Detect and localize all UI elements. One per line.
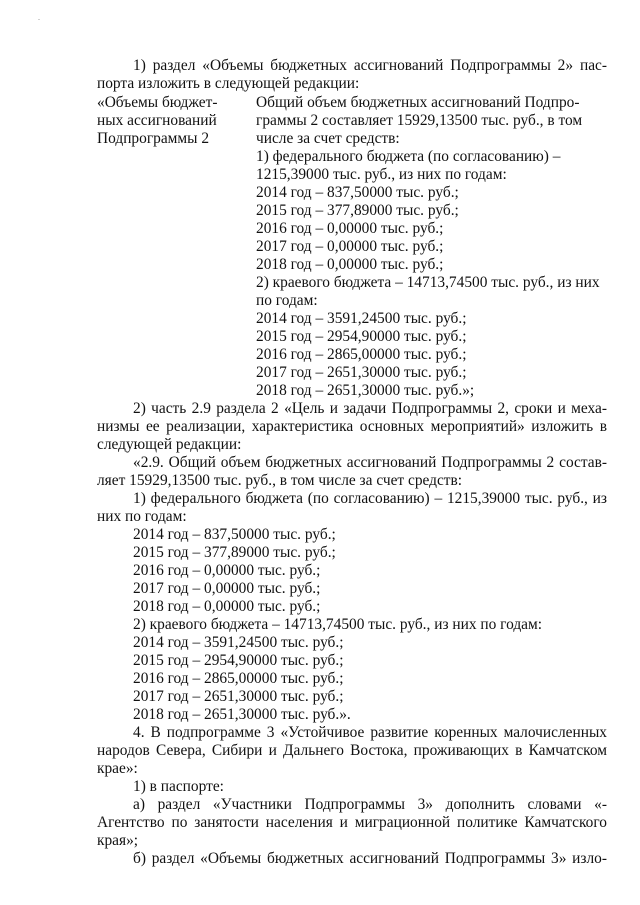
- passport-left-line2: ных ассигнований: [97, 112, 217, 129]
- para2-line3: следующей редакции:: [97, 436, 242, 453]
- para2-line1: 2) часть 2.9 раздела 2 «Цель и задачи Подпрограммы 2, сроки и меха-: [133, 400, 607, 417]
- para4-line3: крае»:: [97, 760, 138, 777]
- suba-line3: края»;: [97, 832, 139, 849]
- federal-year-line: 2017 год – 0,00000 тыс. руб.;: [133, 580, 321, 597]
- passport-right-line: по годам:: [256, 292, 318, 309]
- federal-year-line: 2014 год – 837,50000 тыс. руб.;: [133, 526, 336, 543]
- passport-right-line: 2018 год – 2651,30000 тыс. руб.»;: [256, 382, 475, 399]
- section29-line1: «2.9. Общий объем бюджетных ассигнований Подпрограммы 2 состав-: [133, 454, 607, 471]
- corner-mark: .: [38, 13, 40, 22]
- passport-right-line: Общий объем бюджетных ассигнований Подпро-: [256, 94, 580, 111]
- para2-line2: низмы ее реализации, характеристика основных мероприятий» изложить в: [97, 418, 607, 435]
- section29-line2: ляет 15929,13500 тыс. руб., в том числе за счет средств:: [97, 472, 463, 489]
- passport-left-line3: Подпрограммы 2: [97, 130, 210, 147]
- passport-right-line: 2014 год – 837,50000 тыс. руб.;: [256, 184, 459, 201]
- passport-right-line: 2016 год – 0,00000 тыс. руб.;: [256, 220, 444, 237]
- regional-year-line: 2014 год – 3591,24500 тыс. руб.;: [133, 634, 344, 651]
- suba-line2: Агентство по занятости населения и миграционной политике Камчатского: [97, 814, 607, 831]
- passport-right-line: числе за счет средств:: [256, 130, 400, 147]
- para1-line2: порта изложить в следующей редакции:: [97, 75, 360, 92]
- passport-right-line: 2015 год – 2954,90000 тыс. руб.;: [256, 328, 467, 345]
- passport-right-line: 2017 год – 2651,30000 тыс. руб.;: [256, 364, 467, 381]
- para1-line1: 1) раздел «Объемы бюджетных ассигнований Подпрограммы 2» пас-: [133, 57, 607, 74]
- passport-right-line: 2017 год – 0,00000 тыс. руб.;: [256, 238, 444, 255]
- passport-right-line: 2) краевого бюджета – 14713,74500 тыс. руб., из них: [256, 274, 600, 291]
- passport-right-line: 1215,39000 тыс. руб., из них по годам:: [256, 166, 507, 183]
- passport-right-line: 2014 год – 3591,24500 тыс. руб.;: [256, 310, 467, 327]
- federal-year-line: 2016 год – 0,00000 тыс. руб.;: [133, 562, 321, 579]
- suba-line1: а) раздел «Участники Подпрограммы 3» дополнить словами «-: [133, 796, 607, 813]
- passport-right-line: 2018 год – 0,00000 тыс. руб.;: [256, 256, 444, 273]
- passport-right-line: 1) федерального бюджета (по согласованию) –: [256, 148, 561, 165]
- passport-left-line1: «Объемы бюджет-: [97, 94, 218, 111]
- subb-line1: б) раздел «Объемы бюджетных ассигнований Подпрограммы 3» изло-: [133, 850, 607, 867]
- sub1-line: 1) в паспорте:: [133, 778, 224, 795]
- regional-year-line: 2015 год – 2954,90000 тыс. руб.;: [133, 652, 344, 669]
- section29-line4: них по годам:: [97, 508, 187, 525]
- regional-year-line: 2018 год – 2651,30000 тыс. руб.».: [133, 706, 351, 723]
- federal-year-line: 2015 год – 377,89000 тыс. руб.;: [133, 544, 336, 561]
- section29-line5: 2) краевого бюджета – 14713,74500 тыс. руб., из них по годам:: [133, 616, 543, 633]
- federal-year-line: 2018 год – 0,00000 тыс. руб.;: [133, 598, 321, 615]
- para4-line1: 4. В подпрограмме 3 «Устойчивое развитие коренных малочисленных: [133, 724, 607, 741]
- regional-year-line: 2017 год – 2651,30000 тыс. руб.;: [133, 688, 344, 705]
- section29-line3: 1) федерального бюджета (по согласованию) – 1215,39000 тыс. руб., из: [133, 490, 607, 507]
- passport-right-line: 2016 год – 2865,00000 тыс. руб.;: [256, 346, 467, 363]
- regional-year-line: 2016 год – 2865,00000 тыс. руб.;: [133, 670, 344, 687]
- passport-right-line: граммы 2 составляет 15929,13500 тыс. руб., в том: [256, 112, 583, 129]
- passport-right-line: 2015 год – 377,89000 тыс. руб.;: [256, 202, 459, 219]
- para4-line2: народов Севера, Сибири и Дальнего Востока, проживающих в Камчатском: [97, 742, 607, 759]
